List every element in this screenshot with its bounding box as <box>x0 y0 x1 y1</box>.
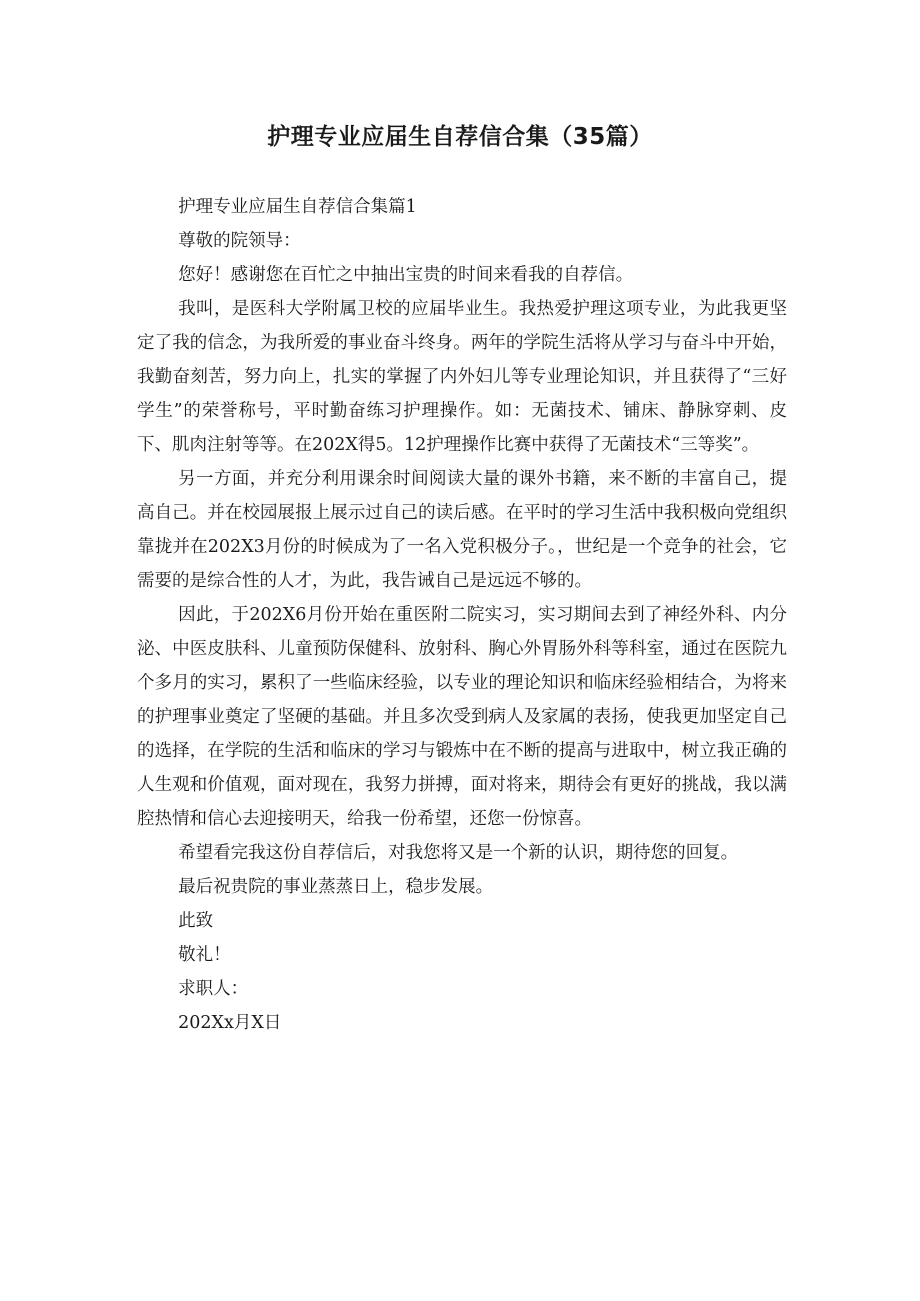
regards-line: 敬礼！ <box>178 945 231 965</box>
study-paragraph: 另一方面，并充分利用课余时间阅读大量的课外书籍，来不断的丰富自己，提高自己。并在校园展报上展示过自己的读后感。在平时的学习生活中我积极向党组织靠拢并在202X3月份的时候成为了一名入党积极分子。，世纪是一个竞争的社会，它需要的是综合性的人才，为此，我告诫自己是远远不够的。 <box>137 469 787 591</box>
signature-line: 求职人： <box>178 979 249 999</box>
document-body <box>137 190 787 1040</box>
greeting-paragraph: 您好！感谢您在百忙之中抽出宝贵的时间来看我的自荐信。 <box>178 265 634 285</box>
internship-paragraph: 因此，于202X6月份开始在重医附二院实习，实习期间去到了神经外科、内分泌、中医皮肤科、儿童预防保健科、放射科、胸心外胃肠外科等科室，通过在医院九个多月的实习，累积了一些临床经验，以专业的理论知识和临床经验相结合，为将来的护理事业奠定了坚硬的基础。并且多次受到病人及家属的表扬，使我更加坚定自己的选择，在学院的生活和临床的学习与锻炼中在不断的提高与进取中，树立我正确的人生观和价值观，面对现在，我努力拼搏，面对将来，期待会有更好的挑战，我以满腔热情和信心去迎接明天，给我一份希望，还您一份惊喜。 <box>137 605 787 829</box>
intro-paragraph: 我叫，是医科大学附属卫校的应届毕业生。我热爱护理这项专业，为此我更坚定了我的信念，为我所爱的事业奋斗终身。两年的学院生活将从学习与奋斗中开始，我勤奋刻苦，努力向上，扎实的掌握了内外妇儿等专业理论知识，并且获得了“三好学生”的荣誉称号，平时勤奋练习护理操作。如：无菌技术、铺床、静脉穿刺、皮下、肌肉注射等等。在202X得5。12护理操作比赛中获得了无菌技术“三等奖”。 <box>137 299 787 455</box>
closing-line: 此致 <box>178 911 214 931</box>
date-line: 202Xx月X日 <box>178 1013 282 1033</box>
salutation: 尊敬的院领导： <box>178 231 301 251</box>
hope-paragraph: 希望看完我这份自荐信后，对我您将又是一个新的认识，期待您的回复。 <box>178 843 739 863</box>
section-heading: 护理专业应届生自荐信合集篇1 <box>178 197 417 217</box>
wishes-paragraph: 最后祝贵院的事业蒸蒸日上，稳步发展。 <box>178 877 494 897</box>
document-title: 护理专业应届生自荐信合集（35篇） <box>267 124 653 150</box>
